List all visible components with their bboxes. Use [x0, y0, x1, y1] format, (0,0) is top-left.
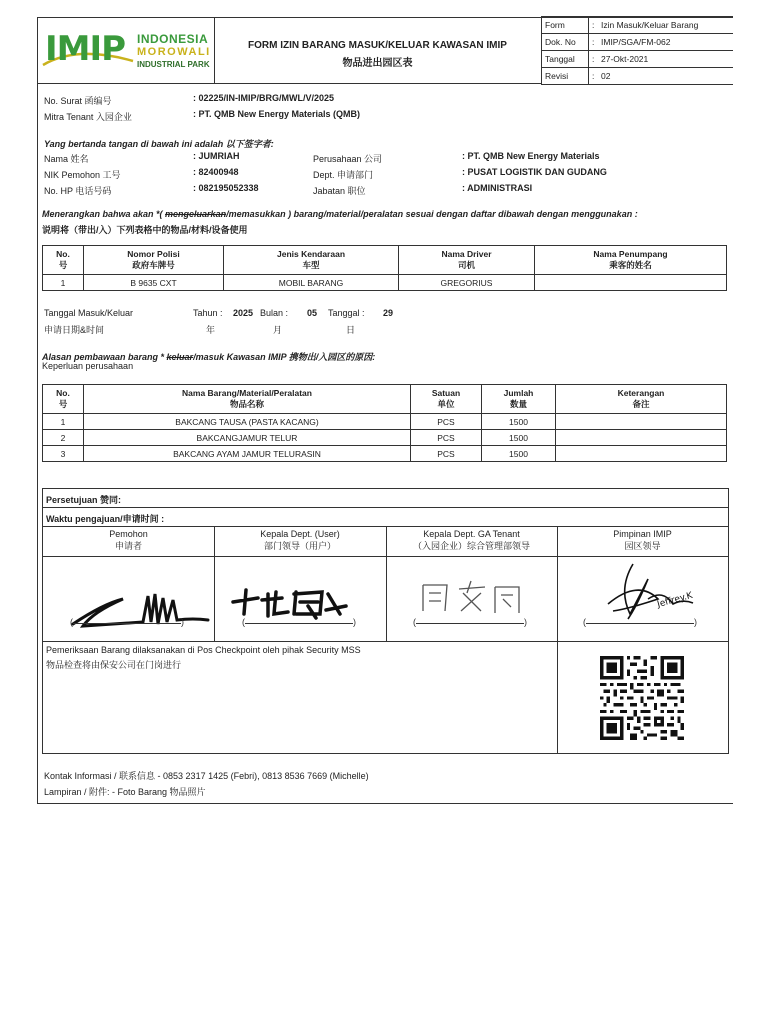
yue-label: 月: [273, 325, 283, 335]
signer-pemohon: [43, 529, 214, 552]
table-row: [43, 414, 727, 430]
reason-pre: Alasan pembawaan barang *: [42, 352, 167, 362]
no-surat-value: : 02225/IN-IMIP/BRG/MWL/V/2025: [193, 93, 335, 103]
meta-row: [542, 34, 734, 51]
hp-value: : 082195052338: [193, 183, 259, 193]
header-cn: 乘客的姓名: [609, 260, 652, 270]
jabatan-label: Jabatan 职位: [313, 186, 366, 196]
signature-line: ( ): [413, 617, 527, 627]
nik-label: NIK Pemohon 工号: [44, 170, 121, 180]
logo-line3: INDUSTRIAL PARK: [137, 60, 210, 69]
items-header-keterangan: [556, 385, 727, 414]
vehicle-header-nopol: [84, 246, 224, 275]
vehicle-header-penumpang: [535, 246, 727, 275]
header-cn: 号: [58, 399, 68, 409]
meta-label: Form: [542, 17, 589, 34]
item-cell: BAKCANG TAUSA (PASTA KACANG): [84, 414, 411, 430]
ri-label: 日: [346, 325, 356, 335]
signature-pemohon: [63, 584, 213, 639]
signer-id: Kepala Dept. (User): [260, 529, 340, 539]
waktu-label: Waktu pengajuan/申请时间 :: [46, 514, 165, 524]
approval-block: [42, 488, 729, 754]
signer-kepala-ga: [386, 529, 557, 552]
header-id: Jumlah: [503, 388, 534, 398]
signature-line: ( ): [70, 617, 184, 627]
vehicle-cell: 1: [43, 275, 84, 291]
header-id: Nama Driver: [441, 249, 492, 259]
meta-value: 27-Okt-2021: [598, 51, 733, 68]
signer-cn: 申请者: [114, 541, 142, 551]
jabatan-value: : ADMINISTRASI: [462, 183, 533, 193]
header-cn: 司机: [457, 260, 475, 270]
inspection-note-id: Pemeriksaan Barang dilaksanakan di Pos Checkpoint oleh pihak Security MSS: [46, 645, 361, 655]
item-cell: BAKCANGJAMUR TELUR: [84, 430, 411, 446]
meta-row: [542, 51, 734, 68]
table-row: [43, 446, 727, 462]
bulan-value: 05: [307, 308, 318, 318]
signer-id: Pemohon: [109, 529, 148, 539]
meta-sep: :: [589, 34, 599, 51]
items-header-no: [43, 385, 84, 414]
inspection-note-cn: 物品检查将由保安公司在门岗进行: [46, 660, 182, 670]
signer-id: Pimpinan IMIP: [613, 529, 672, 539]
items-header-nama: [84, 385, 411, 414]
perusahaan-value: : PT. QMB New Energy Materials: [462, 151, 600, 161]
form-title-id: FORM IZIN BARANG MASUK/KELUAR KAWASAN IMIP: [248, 40, 507, 51]
mitra-value: : PT. QMB New Energy Materials (QMB): [193, 109, 361, 119]
vehicle-cell: MOBIL BARANG: [224, 275, 399, 291]
vehicle-cell: B 9635 CXT: [84, 275, 224, 291]
meta-label: Tanggal: [542, 51, 589, 68]
divider: [214, 526, 215, 641]
signature-line: ( ): [242, 617, 356, 627]
item-cell: PCS: [411, 414, 482, 430]
perusahaan-label: Perusahaan 公司: [313, 154, 383, 164]
statement-strike: mengeluarkan: [165, 209, 227, 219]
nama-label: Nama 姓名: [44, 154, 89, 164]
header-id: Nama Barang/Material/Peralatan: [182, 388, 312, 398]
items-header-satuan: [411, 385, 482, 414]
item-cell: 1500: [482, 414, 556, 430]
dept-value: : PUSAT LOGISTIK DAN GUDANG: [462, 167, 607, 177]
header-cn: 数量: [509, 399, 527, 409]
form-title-cn: 物品进出园区表: [342, 58, 413, 69]
divider: [43, 507, 728, 508]
tanggal-value: 29: [383, 308, 394, 318]
meta-value: 02: [598, 68, 733, 85]
items-table-header: [43, 385, 727, 414]
header-id: No.: [56, 388, 70, 398]
vehicle-cell: GREGORIUS: [399, 275, 535, 291]
document-meta: [541, 16, 733, 85]
statement-line2: 说明将（带出/入）下列表格中的物品/材料/设备使用: [42, 225, 248, 235]
hp-label: No. HP 电话号码: [44, 186, 112, 196]
header-cn: 政府车牌号: [132, 260, 175, 270]
attachment-info: Lampiran / 附件: - Foto Barang 物品照片: [44, 787, 206, 797]
items-header-jumlah: [482, 385, 556, 414]
nik-value: : 82400948: [193, 167, 239, 177]
svg-text:Jeffrey.K: Jeffrey.K: [656, 590, 694, 610]
vehicle-header-driver: [399, 246, 535, 275]
signer-cn: 园区领导: [624, 541, 661, 551]
vehicle-table: [42, 245, 727, 291]
tanggal-label: Tanggal :: [328, 308, 365, 318]
persetujuan-label: Persetujuan 赞同:: [46, 495, 122, 505]
meta-row: [542, 17, 734, 34]
item-cell: 2: [43, 430, 84, 446]
nian-label: 年: [206, 325, 216, 335]
form-title: [214, 17, 542, 84]
meta-label: Revisi: [542, 68, 589, 85]
item-cell: [556, 446, 727, 462]
signature-kepala-ga: [415, 577, 535, 617]
qr-code-icon: [599, 656, 685, 740]
vehicle-header-no: [43, 246, 84, 275]
meta-sep: :: [589, 51, 599, 68]
nama-value: : JUMRIAH: [193, 151, 240, 161]
tahun-label: Tahun :: [193, 308, 223, 318]
logo-line1: INDONESIA: [137, 32, 209, 46]
contact-info: Kontak Informasi / 联系信息 - 0853 2317 1425 (Febri), 0813 8536 7669 (Michelle): [44, 771, 369, 781]
meta-sep: :: [589, 68, 599, 85]
logo-mark: IMIP: [45, 29, 126, 69]
table-row: [43, 430, 727, 446]
divider: [557, 526, 558, 753]
vehicle-cell: [535, 275, 727, 291]
item-cell: [556, 414, 727, 430]
header-cn: 车型: [302, 260, 320, 270]
header-id: Nama Penumpang: [593, 249, 668, 259]
meta-value: Izin Masuk/Keluar Barang: [598, 17, 733, 34]
statement-line1: [42, 209, 638, 219]
signer-pimpinan: [557, 529, 728, 552]
header-id: Keterangan: [617, 388, 665, 398]
signature-pimpinan: [598, 559, 708, 624]
logo: [37, 17, 215, 84]
divider: [386, 526, 387, 641]
table-row: [43, 275, 727, 291]
item-cell: PCS: [411, 446, 482, 462]
header-id: Satuan: [431, 388, 461, 398]
header-id: Jenis Kendaraan: [276, 249, 346, 259]
items-table: [42, 384, 727, 462]
tahun-value: 2025: [233, 308, 254, 318]
header-cn: 备注: [632, 399, 650, 409]
reason-post: /masuk Kawasan IMIP 携物出/入园区的原因:: [193, 352, 376, 362]
meta-row: [542, 68, 734, 85]
item-cell: 3: [43, 446, 84, 462]
date-label-id: Tanggal Masuk/Keluar: [44, 308, 134, 318]
date-label-cn: 申请日期&时间: [44, 325, 105, 335]
item-cell: 1500: [482, 446, 556, 462]
signer-kepala-user: [214, 529, 386, 552]
item-cell: BAKCANG AYAM JAMUR TELURASIN: [84, 446, 411, 462]
no-surat-label: No. Surat 函编号: [44, 96, 112, 106]
signer-cn: 部门领导（用户）: [263, 541, 336, 551]
signature-line: ( ): [583, 617, 697, 627]
item-cell: [556, 430, 727, 446]
header-id: No.: [56, 249, 70, 259]
meta-value: IMIP/SGA/FM-062: [598, 34, 733, 51]
dept-label: Dept. 申请部门: [313, 170, 374, 180]
signer-cn: （入园企业）综合管理部领导: [412, 541, 530, 551]
logo-line2: MOROWALI: [137, 46, 211, 58]
signer-intro: Yang bertanda tangan di bawah ini adalah 以下签字者:: [44, 139, 274, 149]
meta-label: Dok. No: [542, 34, 589, 51]
meta-sep: :: [589, 17, 599, 34]
reason-value: Keperluan perusahaan: [42, 361, 134, 371]
header-cn: 号: [58, 260, 68, 270]
reason-strike: keluar: [166, 352, 194, 362]
header-cn: 单位: [437, 399, 455, 409]
statement-post: /memasukkan ) barang/material/peralatan sesuai dengan daftar dibawah dengan menggunakan :: [226, 209, 638, 219]
item-cell: 1: [43, 414, 84, 430]
vehicle-table-header: [43, 246, 727, 275]
item-cell: PCS: [411, 430, 482, 446]
bulan-label: Bulan :: [260, 308, 289, 318]
item-cell: 1500: [482, 430, 556, 446]
signer-id: Kepala Dept. GA Tenant: [423, 529, 520, 539]
header-id: Nomor Polisi: [127, 249, 180, 259]
vehicle-header-jenis: [224, 246, 399, 275]
header-cn: 物品名称: [229, 399, 264, 409]
statement-pre: Menerangkan bahwa akan *(: [42, 209, 166, 219]
divider: [43, 641, 728, 642]
mitra-label: Mitra Tenant 入园企业: [44, 112, 132, 122]
